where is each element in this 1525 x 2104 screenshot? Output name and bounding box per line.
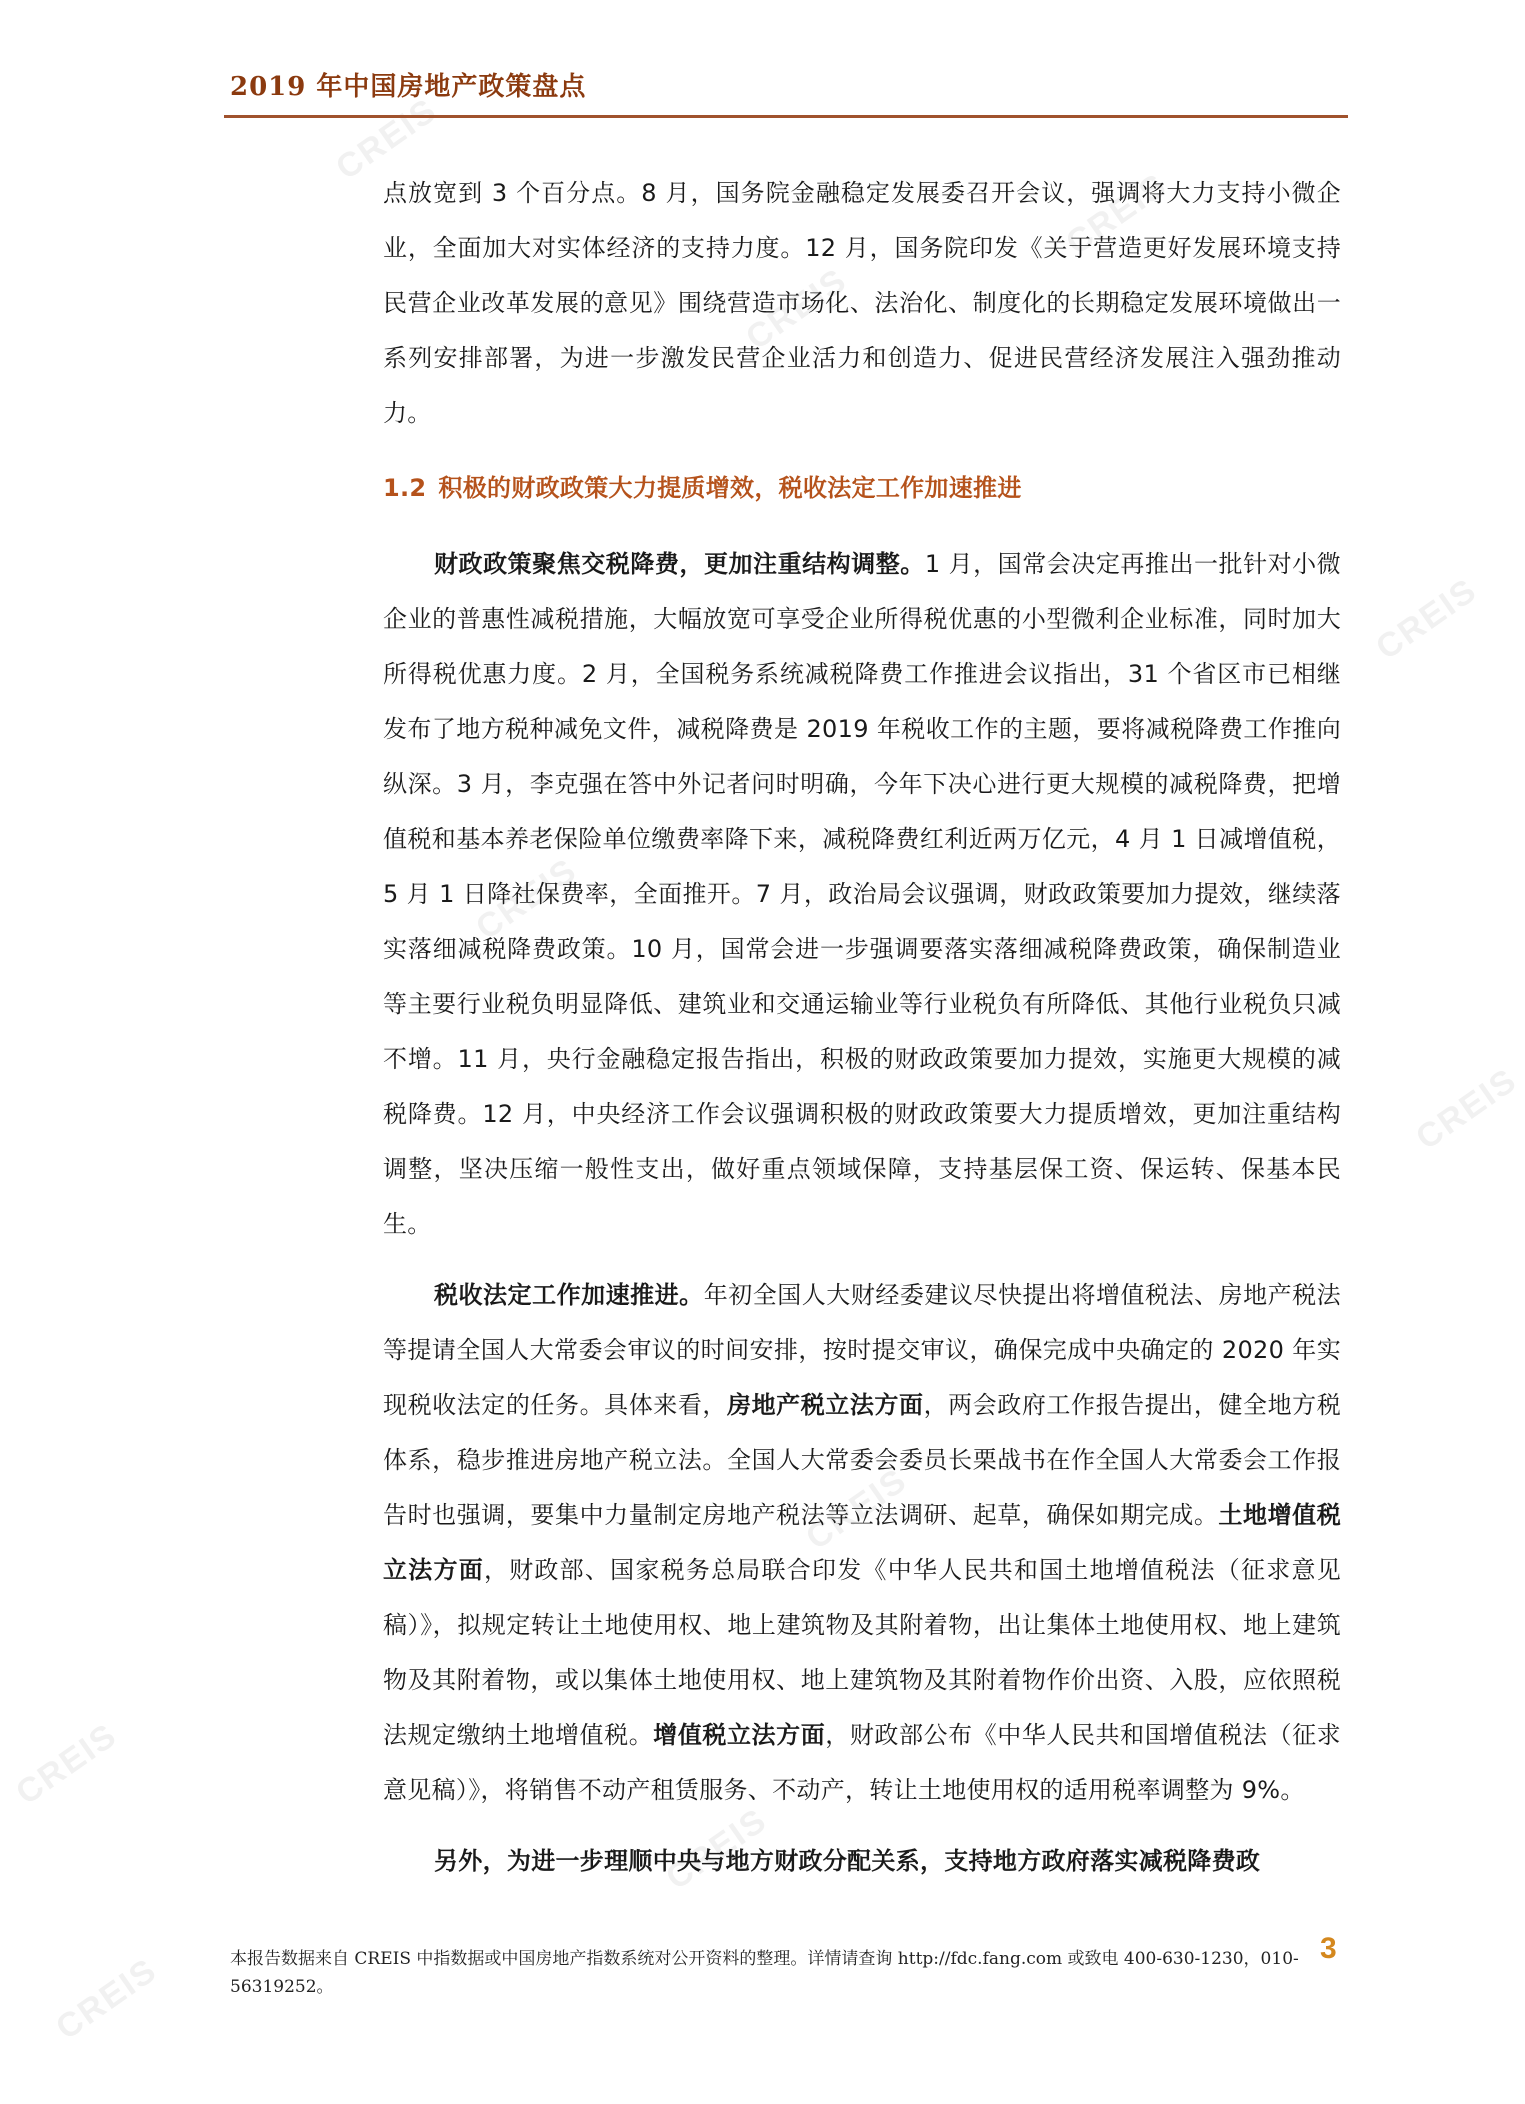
page-header-title: 2019 年中国房地产政策盘点 [230, 72, 587, 102]
paragraph-text: 1 月，国常会决定再推出一批针对小微企业的普惠性减税措施，大幅放宽可享受企业所得税优惠的小型微利企业标准，同时加大所得税优惠力度。2 月，全国税务系统减税降费工作推进会议指出，31 个省区市已相继发布了地方税种减免文件，减税降费是 2019 年税收工作的主题，要将减税降费工作推向纵深。3 月，李克强在答中外记者问时明确，今年下决心进行更大规模的减税降费，把增值税和基本养老保险单位缴费率降下来，减税降费红利近两万亿元，4 月 1 日减增值税，5 月 1 日降社保费率，全面推开。7 月，政治局会议强调，财政政策要加力提效，继续落实落细减税降费政策。10 月，国常会进一步强调要落实落细减税降费政策，确保制造业等主要行业税负明显降低、建筑业和交通运输业等行业税负有所降低、其他行业税负只减不增。11 月，央行金融稳定报告指出，积极的财政政策要加力提效，实施更大规模的减税降费。12 月，中央经济工作会议强调积极的财政政策要大力提质增效，更加注重结构调整，坚决压缩一般性支出，做好重点领域保障，支持基层保工资、保运转、保基本民生。 [383, 550, 1341, 1238]
watermark: CREIS [9, 1715, 125, 1813]
page-number: 3 [1320, 1932, 1337, 1965]
watermark: CREIS [1409, 1060, 1525, 1158]
watermark: CREIS [49, 1950, 165, 2048]
bold-phrase: 房地产税立法方面 [727, 1391, 924, 1419]
watermark: CREIS [469, 850, 585, 948]
paragraph-lead: 另外，为进一步理顺中央与地方财政分配关系，支持地方政府落实减税降费政 [434, 1847, 1261, 1875]
paragraph-fiscal-distribution [383, 1834, 1341, 1889]
paragraph-intro: 点放宽到 3 个百分点。8 月，国务院金融稳定发展委召开会议，强调将大力支持小微企业，全面加大对实体经济的支持力度。12 月，国务院印发《关于营造更好发展环境支持民营企业改革发展的意见》围绕营造市场化、法治化、制度化的长期稳定发展环境做出一系列安排部署，为进一步激发民营企业活力和创造力、促进民营经济发展注入强劲推动力。 [383, 179, 1341, 427]
paragraph-tax-legislation [383, 1268, 1341, 1818]
page-footer: 本报告数据来自 CREIS 中指数据或中国房地产指数系统对公开资料的整理。详情请查询 http://fdc.fang.com 或致电 400-630-1230，010-56319252。 [230, 1949, 1299, 1997]
watermark: CREIS [1059, 165, 1175, 263]
paragraph-text: 年初全国人大财经委建议尽快提出将增值税法、房地产税法等提请全国人大常委会审议的时间安排，按时提交审议，确保完成中央确定的 2020 年实现税收法定的任务。具体来看， [383, 1281, 1341, 1419]
section-heading [383, 459, 1341, 517]
paragraph-fiscal-policy [383, 537, 1341, 1252]
watermark: CREIS [329, 90, 445, 188]
watermark: CREIS [1369, 570, 1485, 668]
paragraph-text: ，财政部、国家税务总局联合印发《中华人民共和国土地增值税法（征求意见稿）》，拟规定转让土地使用权、地上建筑物及其附着物，出让集体土地使用权、地上建筑物及其附着物，或以集体土地使用权、地上建筑物及其附着物作价出资、入股，应依照税法规定缴纳土地增值税。 [383, 1556, 1342, 1749]
paragraph-lead: 财政政策聚焦交税降费，更加注重结构调整。 [434, 550, 925, 578]
bold-phrase: 土地增值税立法方面 [383, 1501, 1342, 1584]
paragraph-text: ，财政部公布《中华人民共和国增值税法（征求意见稿）》，将销售不动产租赁服务、不动产，转让土地使用权的适用税率调整为 9%。 [383, 1721, 1341, 1804]
section-number: 1.2 [383, 474, 427, 502]
watermark: CREIS [659, 1800, 775, 1898]
watermark: CREIS [799, 1460, 915, 1558]
section-title: 积极的财政政策大力提质增效，税收法定工作加速推进 [438, 474, 1022, 502]
paragraph-text: ，两会政府工作报告提出，健全地方税体系，稳步推进房地产税立法。全国人大常委会委员长栗战书在作全国人大常委会工作报告时也强调，要集中力量制定房地产税法等立法调研、起草，确保如期完成。 [383, 1391, 1342, 1529]
paragraph-lead: 税收法定工作加速推进。 [434, 1281, 704, 1309]
header-divider [224, 115, 1348, 118]
document-body [383, 166, 1341, 1889]
bold-phrase: 增值税立法方面 [653, 1721, 826, 1749]
watermark: CREIS [739, 260, 855, 358]
